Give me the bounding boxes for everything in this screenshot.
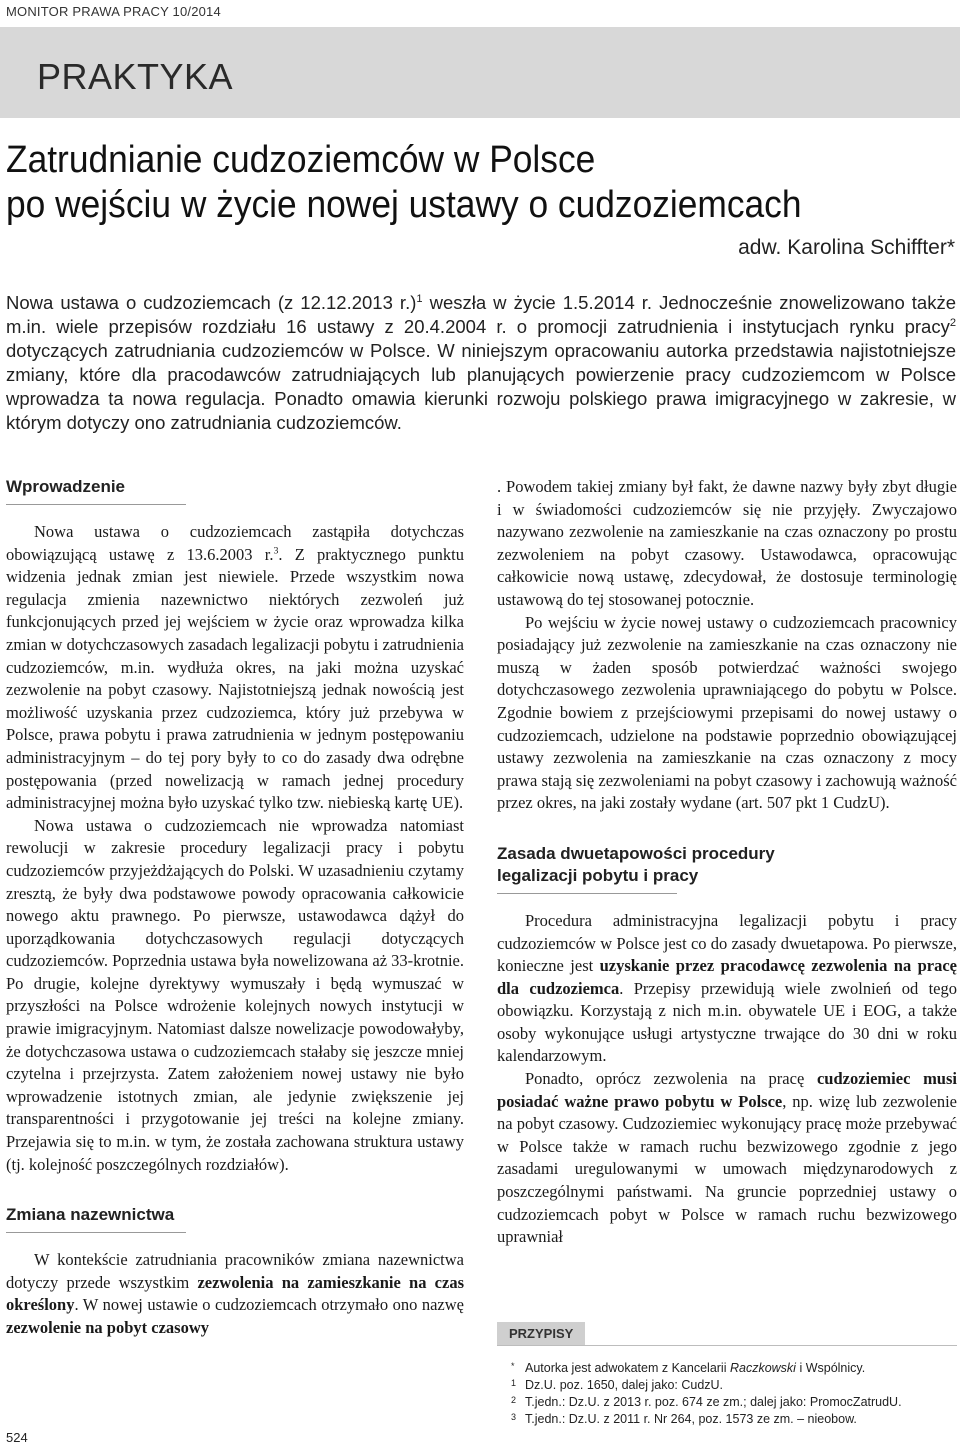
paragraph: [497, 910, 957, 1068]
paragraph-text: W kontekście zatrudniania pracowników zmiana nazewnictwa dotyczy przede wszystkim: [6, 1250, 464, 1292]
paragraph-text: . Przepisy przewidują wiele zwolnień od tego obowiązku. Korzystają z nich m.in. obywatele UE i EOG, a także osoby wykonujące usługi artystyczne trwające do 30 dni w roku kalendarzowym.: [497, 978, 957, 1066]
paragraph: [6, 1249, 464, 1339]
heading-rule: [497, 893, 677, 894]
section-heading-naming: Zmiana nazewnictwa: [6, 1205, 175, 1225]
column-right: [497, 476, 957, 1249]
bold-term: uzyskanie przez pracodawcę zezwolenia na pracę dla cudzoziemca: [497, 956, 957, 998]
column-left: [6, 476, 464, 1340]
footnote-mark: 2: [511, 1395, 517, 1405]
footnote-ref-3: 3: [273, 545, 279, 557]
article-title: [6, 138, 890, 228]
paragraph: . Powodem takiej zmiany był fakt, że dawne nazwy były zbyt długie i w świadomości cudzoziemców się nie przyjęły. Zwyczajowo nazywano zezwolenie na zamieszkanie na czas oznaczony po prostu zezwoleniem na pobyt czasowy. Ustawodawca, opracowując całkowicie nową ustawę, zdecydował, że dostosuje terminologię ustawową do tej stosowanej potocznie.: [497, 477, 957, 609]
heading-line-2: legalizacji pobytu i pracy: [497, 865, 699, 885]
paragraph-text: . Z praktycznego punktu widzenia jednak zmian jest niewiele. Przede wszystkim nowa regulacja zmienia nazewnictwo niektórych zezwoleń już funkcjonujących przed jej wejściem w życie oraz wprowadza kilka zmian w dotychczasowych zasadach legalizacji pobytu i zatrudnienia cudzoziemców, m.in. wydłuża okres, na jaki można uzyskać zezwolenie na pobyt czasowy. Najistotniejszą jednak nowością jest możliwość uzyskania przez cudzoziemca, który już przebywa w Polsce, prawa pobytu i prawa zatrudnienia w jednym postępowaniu administracyjnym – do tej pory były to co do zasady dwa odrębne postępowania (przed nowelizacją w ramach jednej procedury administracyjnej można było uzyskać tylko tzw. niebieską kartę UE).: [6, 544, 464, 813]
footnotes: [497, 1322, 957, 1428]
footnote-mark: 1: [511, 1378, 517, 1388]
footnote-text: i Wspólnicy.: [795, 1361, 866, 1375]
footnote-mark: *: [511, 1361, 515, 1371]
footnote-italic: Raczkowski: [729, 1361, 796, 1375]
section-body-naming: [6, 1249, 464, 1339]
section-body-dual: [497, 910, 957, 1249]
paragraph: [497, 1068, 957, 1249]
section-heading-intro: Wprowadzenie: [6, 477, 126, 496]
footnote-text: Autorka jest adwokatem z Kancelarii: [525, 1361, 730, 1375]
bold-term: zezwolenia na zamieszkanie na czas określony: [6, 1272, 465, 1315]
lead-text-2: weszła w życie 1.5.2014 r. Jednocześnie znowelizowano także m.in. wiele przepisów rozdziału 16 ustawy z 20.4.2004 r. o promocji zatrudnienia i instytucjach rynku pracy: [6, 292, 956, 337]
footnote-mark: 3: [511, 1412, 517, 1422]
footnote-text: T.jedn.: Dz.U. z 2011 r. Nr 264, poz. 1573 ze zm. – nieobow.: [525, 1412, 857, 1426]
title-line-1: Zatrudnianie cudzoziemców w Polsce: [6, 139, 596, 181]
paragraph: Po wejściu w życie nowej ustawy o cudzoziemcach pracownicy posiadający już zezwolenie na zamieszkanie na czas oznaczony nie muszą w żaden sposób potwierdzać ważności swojego dotychczasowego zezwolenia uprawniającego do pobytu w Polsce. Zgodnie bowiem z przejściowymi przepisami do nowej ustawy o cudzoziemcach, udzielone na podstawie poprzednio obowiązującej ustawy zezwolenia na zamieszkanie na czas oznaczony z mocy prawa stają się zezwoleniami na pobyt czasowy i zachowują ważność przez okres, na jaki zostały wydane (art. 507 pkt 1 CudzU).: [497, 612, 957, 813]
paragraph-text: Procedura administracyjna legalizacji pobytu i pracy cudzoziemców w Polsce jest co do zasady dwuetapowa. Po pierwsze, konieczne jest: [497, 910, 957, 976]
author-prefix: adw.: [738, 236, 782, 259]
footnote-text: T.jedn.: Dz.U. z 2013 r. poz. 674 ze zm.; dalej jako: PromocZatrudU.: [525, 1395, 902, 1409]
section-body-naming-cont: [497, 476, 957, 815]
paragraph: [6, 521, 464, 815]
bold-term: cudzoziemiec musi posiadać ważne prawo pobytu w Polsce: [497, 1069, 957, 1111]
paragraph-text: . W nowej ustawie o cudzoziemcach otrzymało ono nazwę: [74, 1295, 464, 1315]
footnote-item: [497, 1377, 957, 1394]
paragraph-text: , np. wizę lub zezwolenie na pobyt czasowy. Cudzoziemiec wykonujący pracę może przebywać w Polsce także w ramach ruchu bezwizowego zgodnie z jego zasadami uregulowanymi w umowach międzynarodowych z poszczególnymi państwami. Na gruncie poprzedniej ustawy o cudzoziemcach pobyt w Polsce w ramach ruchu bezwizowego uprawniał: [497, 1091, 957, 1247]
paragraph: Nowa ustawa o cudzoziemcach nie wprowadza natomiast rewolucji w zakresie procedury legalizacji pracy i pobytu cudzoziemców przyjeżdżających do Polski. W uzasadnieniu czytamy zresztą, że były dwa podstawowe powody opracowania całkowicie nowego aktu prawnego. Po pierwsze, ustawodawca dążył do uporządkowania dotychczasowych regulacji dotyczących cudzoziemców. Poprzednia ustawa była nowelizowana aż 33-krotnie. Po drugie, kolejne dyrektywy wymuszały i będą wymuszać w przyszłości na Polsce wdrożenie kolejnych nowych instytucji w prawie imigracyjnym. Natomiast dalsze nowelizacje powodowałyby, że dotychczasowa ustawa o cudzoziemcach stałaby się jeszcze mniej czytelna i przejrzysta. Zatem założeniem nowej ustawy nie było wprowadzenie istotnych zmian, ale jedynie zwiększenie jej transparentności i przygotowanie jej treści na kolejne zmiany. Przejawia się to m.in. w tym, że została zachowana struktura ustawy (tj. kolejność poszczególnych rozdziałów).: [6, 815, 465, 1174]
bold-term: zezwolenie na pobyt czasowy: [6, 1318, 210, 1337]
title-line-2: po wejściu w życie nowej ustawy o cudzoziemcach: [6, 184, 802, 226]
footnotes-label: PRZYPISY: [497, 1322, 585, 1345]
heading-line-1: Zasada dwuetapowości procedury: [497, 843, 775, 863]
footnote-ref-2: 2: [949, 316, 956, 329]
footnote-item: [497, 1360, 957, 1377]
footnote-text: Dz.U. poz. 1650, dalej jako: CudzU.: [525, 1378, 724, 1392]
lead-text-1: Nowa ustawa o cudzoziemcach (z 12.12.2013 r.): [6, 292, 417, 313]
author-byline: [738, 236, 955, 260]
lead-text-3: dotyczących zatrudniania cudzoziemców w Polsce. W niniejszym opracowaniu autorka przedstawia najistotniejsze zmiany, które dla pracodawców zatrudniających lub planujących powierzenie pracy cudzoziemcom w Polsce wprowadza ta nowa regulacja. Ponadto omawia kierunki rozwoju polskiego prawa imigracyjnego w zakresie, w którym dotyczy ono zatrudniania cudzoziemców.: [6, 340, 956, 433]
footnote-ref-1: 1: [416, 292, 423, 305]
page-number: 524: [6, 1430, 28, 1445]
author-name: Karolina Schiffter*: [787, 236, 955, 259]
running-head: MONITOR PRAWA PRACY 10/2014: [6, 4, 221, 19]
section-label: PRAKTYKA: [37, 56, 234, 97]
paragraph-text: Ponadto, oprócz zezwolenia na pracę: [525, 1069, 817, 1089]
heading-rule: [6, 504, 186, 505]
heading-rule: [6, 1232, 186, 1233]
paragraph-text: Nowa ustawa o cudzoziemcach zastąpiła dotychczas obowiązującą ustawę z 13.6.2003 r.: [6, 522, 464, 564]
footnote-item: [497, 1394, 957, 1411]
footnote-item: [497, 1411, 957, 1428]
article-lead: [6, 291, 956, 435]
section-heading-dual: [497, 843, 957, 893]
section-body-intro: [6, 521, 464, 1176]
